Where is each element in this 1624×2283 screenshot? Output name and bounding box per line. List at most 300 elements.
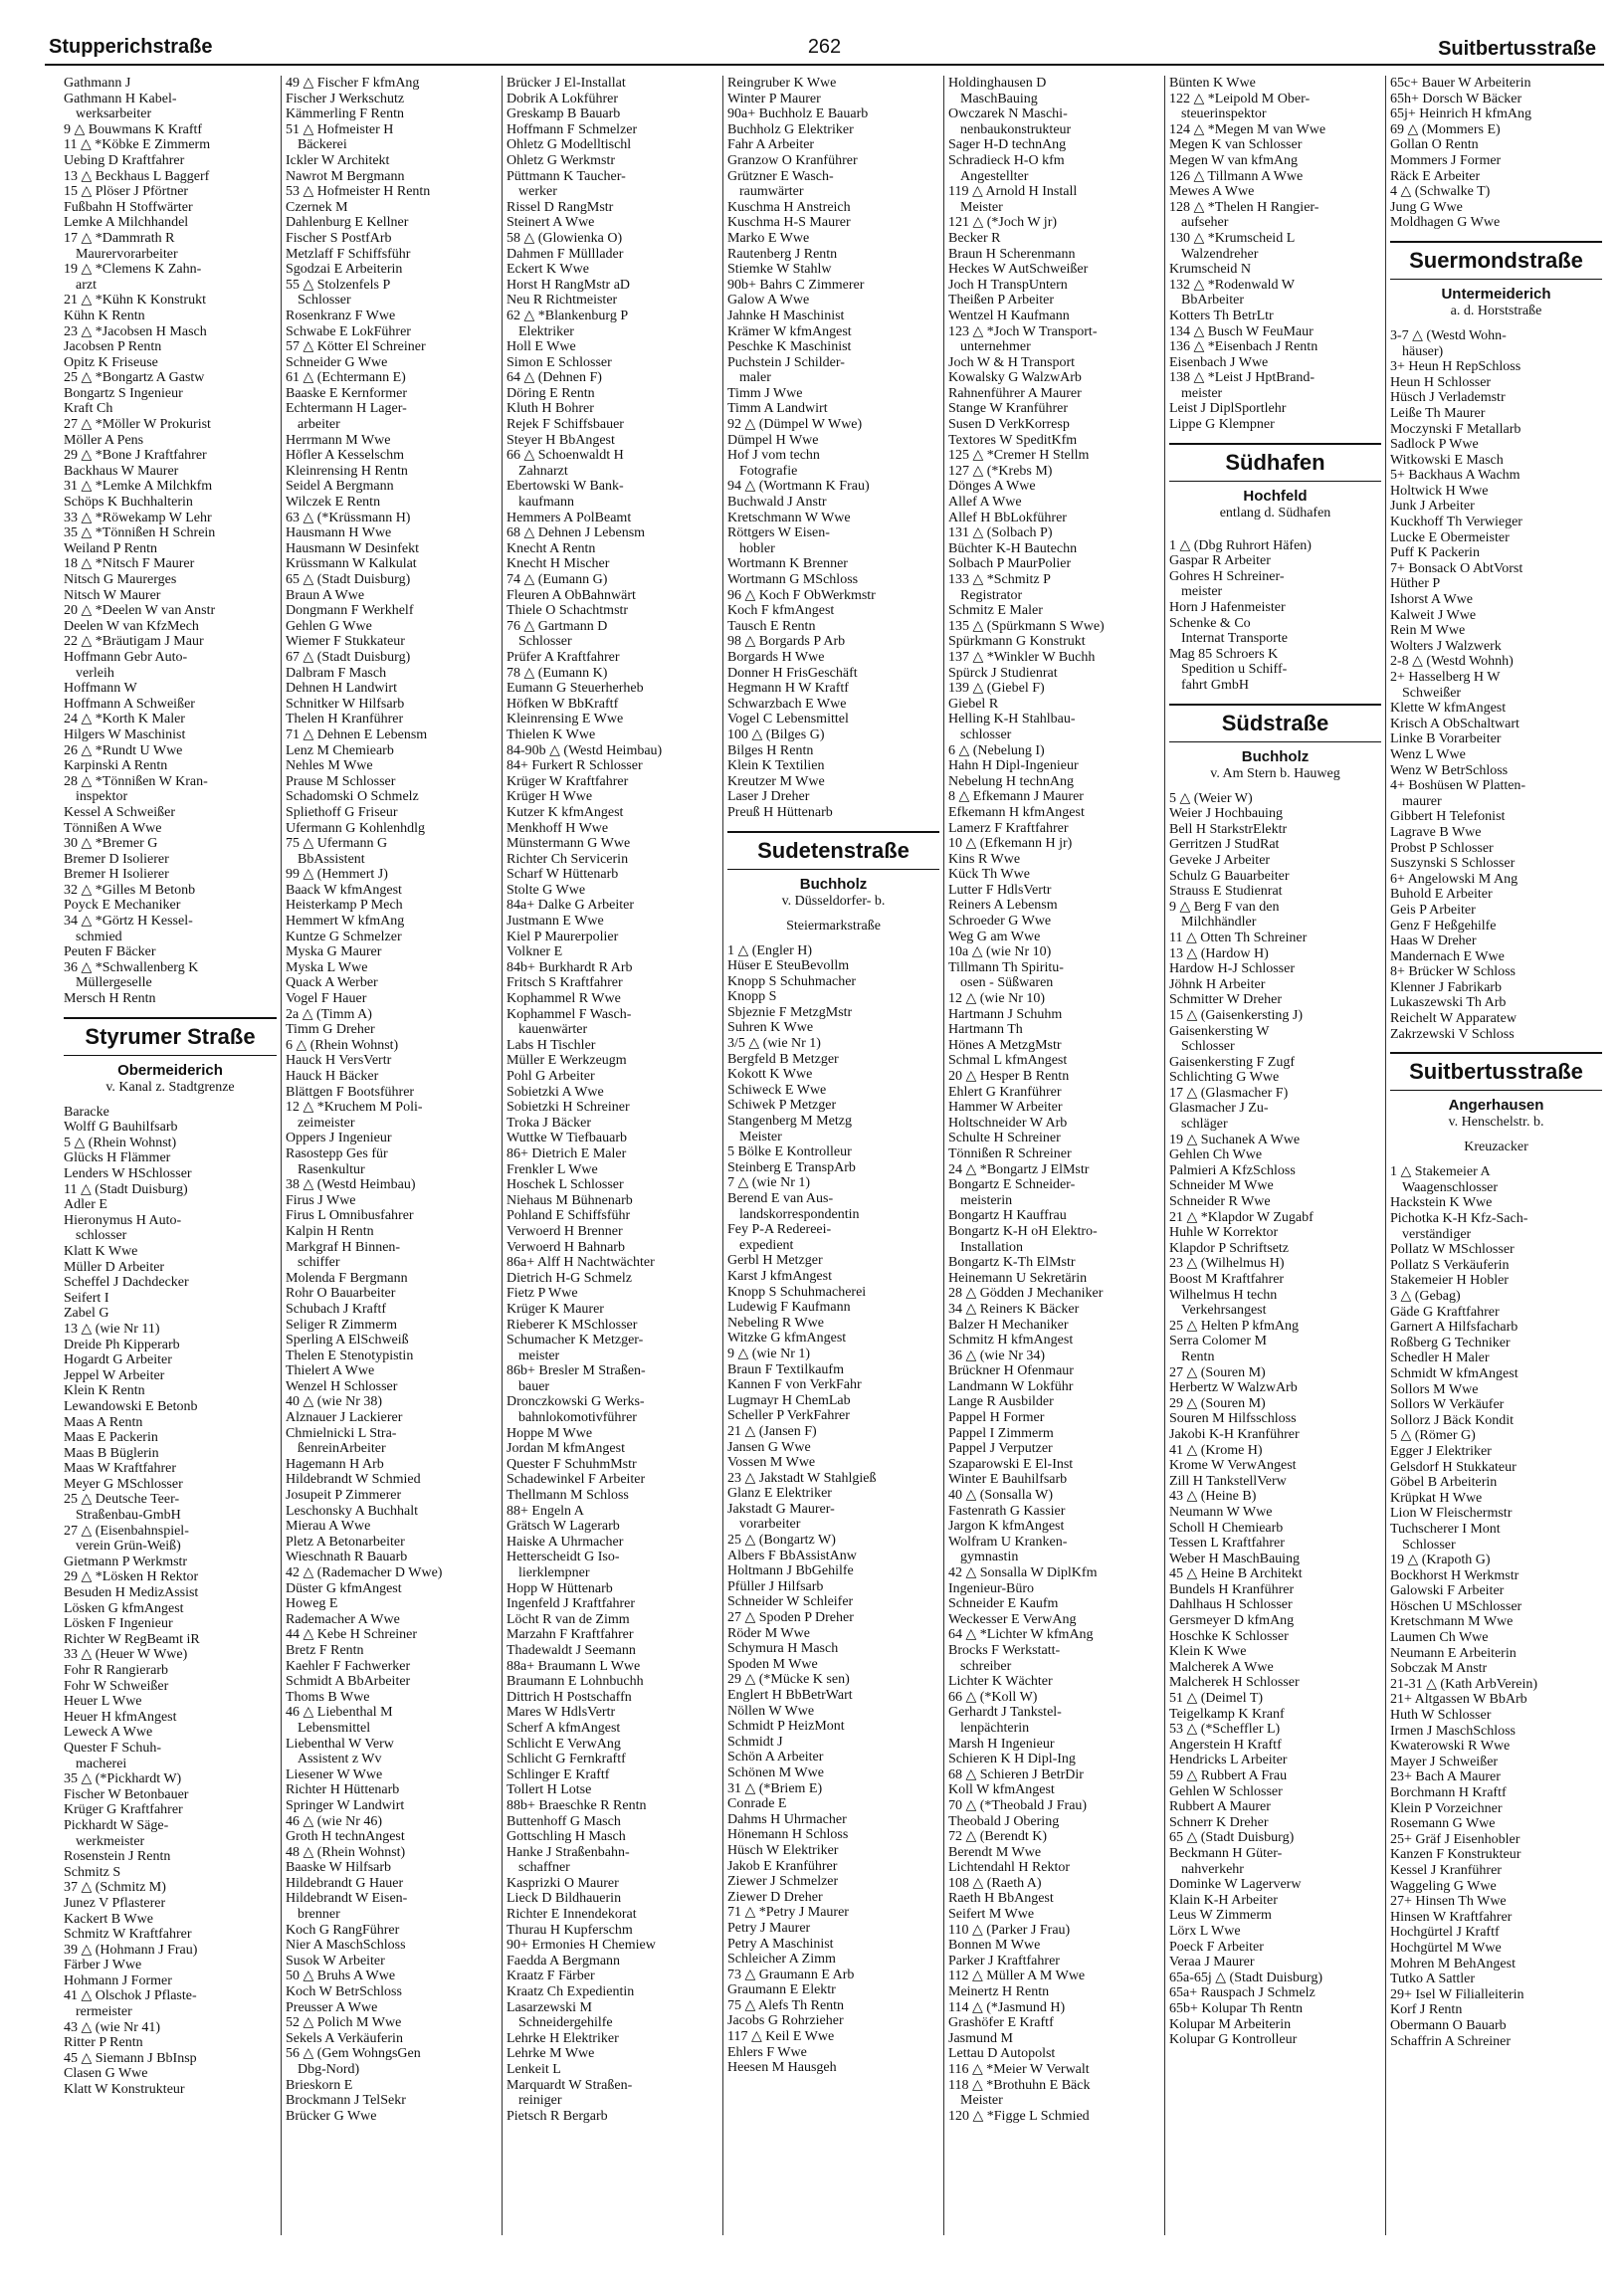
resident-entry: Marzahn F Kraftfahrer xyxy=(507,1627,634,1643)
resident-entry: Holtschneider W Arb xyxy=(948,1115,1068,1131)
resident-entry: Gehlen Ch Wwe xyxy=(1169,1147,1263,1163)
resident-entry: Dongmann F Werkhelf xyxy=(286,603,414,619)
entry-continuation: werkmeister xyxy=(76,1833,145,1849)
resident-entry: Fußbahn H Stoffwärter xyxy=(64,199,193,215)
entry-continuation: nahverkehr xyxy=(1181,1861,1244,1877)
resident-entry: 65j+ Heinrich H kfmAng xyxy=(1390,106,1532,122)
resident-entry: Bongartz K-H oH Elektro- xyxy=(948,1223,1098,1239)
resident-entry: Schaffrin A Schreiner xyxy=(1390,2033,1512,2049)
entry-continuation: Internat Transporte xyxy=(1181,631,1288,647)
resident-entry: 17 △ *Dammrath R xyxy=(64,230,175,246)
resident-entry: Palmieri A KfzSchloss xyxy=(1169,1162,1296,1178)
resident-entry: 112 △ Müller A M Wwe xyxy=(948,1969,1086,1984)
resident-entry: Gathmann J xyxy=(64,76,131,91)
resident-entry: 118 △ *Brothuhn E Bäck xyxy=(948,2077,1091,2093)
resident-entry: Sadlock P Wwe xyxy=(1390,437,1479,453)
resident-entry: Knecht A Rentn xyxy=(507,540,596,556)
directory-column xyxy=(281,76,502,2235)
resident-entry: 45 △ Siemann J BbInsp xyxy=(64,2050,197,2066)
resident-entry: Conrade E xyxy=(727,1796,787,1812)
street-heading: Styrumer Straße xyxy=(64,1017,277,1056)
resident-entry: Waggeling G Wwe xyxy=(1390,1878,1497,1894)
resident-entry: Irmen J MaschSchloss xyxy=(1390,1723,1516,1739)
resident-entry: Dronczkowski G Werks- xyxy=(507,1394,645,1410)
resident-entry: Karpinski A Rentn xyxy=(64,758,168,774)
resident-entry: Löcht R van de Zimm xyxy=(507,1611,630,1627)
resident-entry: Brücker J El-Installat xyxy=(507,76,626,91)
resident-entry: Susen D VerkKorresp xyxy=(948,417,1070,433)
resident-entry: Dehnen H Landwirt xyxy=(286,681,397,697)
resident-entry: Pohl G Arbeiter xyxy=(507,1069,595,1084)
entry-continuation: lenpächterin xyxy=(960,1720,1030,1736)
resident-entry: Nitsch G Maurerges xyxy=(64,572,177,587)
resident-entry: 84+ Furkert R Schlosser xyxy=(507,758,643,774)
resident-entry: Rieberer K MSchlosser xyxy=(507,1317,638,1333)
resident-entry: 25 △ *Bongartz A Gastw xyxy=(64,370,205,386)
resident-entry: Dreide Ph Kipperarb xyxy=(64,1337,180,1352)
resident-entry: Sager H-D technAng xyxy=(948,137,1067,153)
entry-continuation: Schweißer xyxy=(1402,685,1462,701)
resident-entry: Schmidt P HeizMont xyxy=(727,1719,845,1735)
resident-entry: Kretschmann M Wwe xyxy=(1390,1614,1514,1630)
entry-continuation: meisterin xyxy=(960,1192,1013,1208)
entry-continuation: MaschBauing xyxy=(960,91,1038,106)
resident-entry: Klapdor P Schriftsetz xyxy=(1169,1240,1290,1256)
resident-entry: Gerritzen J StudRat xyxy=(1169,837,1280,853)
resident-entry: 31 △ (*Briem E) xyxy=(727,1780,823,1796)
resident-entry: Berend E van Aus- xyxy=(727,1191,834,1206)
resident-entry: 5 △ (Rhein Wohnst) xyxy=(64,1135,177,1150)
resident-entry: 71 △ Dehnen E Lebensm xyxy=(286,726,428,742)
resident-entry: Volkner E xyxy=(507,944,563,960)
resident-entry: 13 △ (Hardow H) xyxy=(1169,945,1269,961)
resident-entry: 7 △ (wie Nr 1) xyxy=(727,1175,811,1191)
entry-continuation: unternehmer xyxy=(960,339,1031,355)
resident-entry: 90b+ Bahrs C Zimmerer xyxy=(727,277,865,293)
resident-entry: Richter Ch Servicerin xyxy=(507,851,629,867)
resident-entry: Fohr W Schweißer xyxy=(64,1678,169,1694)
resident-entry: 9 △ Bouwmans K Kraftf xyxy=(64,121,203,137)
resident-entry: 125 △ *Cremer H Stellm xyxy=(948,448,1090,464)
directory-column xyxy=(1385,76,1606,2235)
resident-entry: Pappel J Verputzer xyxy=(948,1441,1053,1457)
street-bounds: v. Düsseldorfer- b. xyxy=(781,893,886,909)
resident-entry: 29 △ (*Mücke K sen) xyxy=(727,1672,850,1688)
resident-entry: 133 △ *Schmitz P xyxy=(948,572,1051,587)
resident-entry: Mommers J Former xyxy=(1390,152,1502,168)
resident-entry: Heun H Schlosser xyxy=(1390,374,1492,390)
resident-entry: 15 △ (Gaisenkersting J) xyxy=(1169,1007,1304,1023)
resident-entry: Herbertz W WalzwArb xyxy=(1169,1380,1298,1396)
resident-entry: Pickhardt W Säge- xyxy=(64,1817,169,1833)
resident-entry: 68 △ Schieren J BetrDir xyxy=(948,1766,1084,1782)
resident-entry: Krüssmann W Kalkulat xyxy=(286,556,417,572)
entry-continuation: schmied xyxy=(76,929,122,944)
resident-entry: Nebeling R Wwe xyxy=(727,1315,824,1331)
resident-entry: Allef A Wwe xyxy=(948,495,1022,511)
resident-entry: Fahr A Arbeiter xyxy=(727,137,815,153)
resident-entry: Tollert H Lotse xyxy=(507,1782,592,1798)
resident-entry: Hegmann H W Kraftf xyxy=(727,681,849,697)
resident-entry: Knopp S Schuhmacherei xyxy=(727,1284,867,1300)
resident-entry: 53 △ (*Scheffler L) xyxy=(1169,1722,1281,1738)
resident-entry: 64 △ (Dehnen F) xyxy=(507,370,602,386)
resident-entry: Fischer S PostfArb xyxy=(286,230,392,246)
resident-entry: Fritsch S Kraftfahrer xyxy=(507,975,623,991)
resident-entry: Reiners A Lebensm xyxy=(948,898,1058,914)
resident-entry: Kleinrensing E Wwe xyxy=(507,712,624,727)
resident-entry: Klein K Wwe xyxy=(1169,1644,1247,1660)
resident-entry: 96 △ Koch F ObWerkmstr xyxy=(727,587,876,603)
resident-entry: Ritter P Rentn xyxy=(64,2035,143,2051)
resident-entry: 127 △ (*Krebs M) xyxy=(948,463,1053,479)
resident-entry: Kwaterowski R Wwe xyxy=(1390,1739,1511,1755)
entry-continuation: Dbg-Nord) xyxy=(298,2062,360,2077)
resident-entry: Thadewaldt J Seemann xyxy=(507,1642,636,1658)
resident-entry: 48 △ (Rhein Wohnst) xyxy=(286,1844,406,1860)
resident-entry: Gerhardt J Tankstel- xyxy=(948,1705,1062,1721)
resident-entry: Lieck D Bildhauerin xyxy=(507,1891,622,1907)
resident-entry: Kackert B Wwe xyxy=(64,1911,153,1927)
entry-continuation: raumwärter xyxy=(739,184,804,200)
resident-entry: Brieskorn E xyxy=(286,2077,353,2093)
resident-entry: Pappel H Former xyxy=(948,1410,1045,1426)
resident-entry: Gibbert H Telefonist xyxy=(1390,809,1506,825)
resident-entry: Schmitz W Kraftfahrer xyxy=(64,1927,192,1943)
resident-entry: 94 △ (Wortmann K Frau) xyxy=(727,479,870,495)
entry-continuation: Schneidergehilfe xyxy=(518,2015,613,2031)
resident-entry: Fey P-A Redereei- xyxy=(727,1222,832,1238)
resident-entry: 34 △ *Görtz H Kessel- xyxy=(64,914,193,930)
resident-entry: Kowalsky G WalzwArb xyxy=(948,370,1082,386)
resident-entry: Höfken W BbKraftf xyxy=(507,696,619,712)
resident-entry: Spliethoff G Friseur xyxy=(286,804,398,820)
resident-entry: Glücks H Flämmer xyxy=(64,1150,171,1166)
resident-entry: Schmitter W Dreher xyxy=(1169,992,1283,1008)
resident-entry: 27+ Hinsen Th Wwe xyxy=(1390,1894,1507,1910)
resident-entry: Huth W Schlosser xyxy=(1390,1708,1492,1724)
resident-entry: Jeppel W Arbeiter xyxy=(64,1367,165,1383)
resident-entry: Hochgürtel J Kraftf xyxy=(1390,1925,1500,1941)
resident-entry: 65a+ Rauspach J Schmelz xyxy=(1169,1985,1316,2001)
resident-entry: Baack W kfmAngest xyxy=(286,882,402,898)
resident-entry: Vogel C Lebensmittel xyxy=(727,712,849,727)
directory-columns xyxy=(60,76,1610,2235)
resident-entry: Mewes A Wwe xyxy=(1169,184,1255,200)
resident-entry: 46 △ Liebenthal M xyxy=(286,1705,393,1721)
resident-entry: Troka J Bäcker xyxy=(507,1115,592,1131)
resident-entry: Koch W BetrSchloss xyxy=(286,1984,402,2000)
resident-entry: Wolters J Walzwerk xyxy=(1390,638,1502,654)
resident-entry: Landmann W Lokführ xyxy=(948,1378,1074,1394)
resident-entry: 63 △ (*Krüssmann H) xyxy=(286,510,411,525)
resident-entry: Heuer L Wwe xyxy=(64,1694,142,1710)
resident-entry: Schlicht G Fernkraftf xyxy=(507,1752,626,1767)
resident-entry: Jakobi K-H Kranführer xyxy=(1169,1426,1300,1442)
resident-entry: Klatt K Wwe xyxy=(64,1243,138,1259)
resident-entry: Gathmann H Kabel- xyxy=(64,91,177,106)
resident-entry: Pietsch R Bergarb xyxy=(507,2108,608,2124)
resident-entry: 7+ Bonsack O AbtVorst xyxy=(1390,560,1523,576)
resident-entry: Jakob E Kranführer xyxy=(727,1858,838,1874)
resident-entry: Bundels H Kranführer xyxy=(1169,1581,1295,1597)
resident-entry: 90a+ Buchholz E Bauarb xyxy=(727,106,869,122)
resident-entry: 122 △ *Leipold M Ober- xyxy=(1169,91,1311,106)
resident-entry: Ludewig F Kaufmann xyxy=(727,1300,851,1316)
resident-entry: Puff K Packerin xyxy=(1390,545,1480,561)
resident-entry: Gietmann P Werkmstr xyxy=(64,1554,188,1569)
entry-continuation: Müllergeselle xyxy=(76,975,152,991)
resident-entry: Düster G kfmAngest xyxy=(286,1580,402,1596)
resident-entry: 4+ Boshüsen W Platten- xyxy=(1390,778,1526,794)
resident-entry: Sollors M Wwe xyxy=(1390,1381,1479,1397)
resident-entry: 72 △ (Berendt K) xyxy=(948,1829,1048,1845)
resident-entry: Hausmann H Wwe xyxy=(286,525,392,541)
resident-entry: Heckes W AutSchweißer xyxy=(948,262,1089,278)
resident-entry: Marko E Wwe xyxy=(727,230,810,246)
resident-entry: 1 △ (Dbg Ruhrort Häfen) xyxy=(1169,537,1312,553)
resident-entry: Wortmann G MSchloss xyxy=(727,572,859,587)
resident-entry: Gersmeyer D kfmAng xyxy=(1169,1613,1295,1629)
resident-entry: Prause M Schlosser xyxy=(286,773,396,789)
resident-entry: Holtwick H Wwe xyxy=(1390,483,1489,499)
entry-continuation: Meister xyxy=(960,199,1003,215)
resident-entry: 51 △ (Deimel T) xyxy=(1169,1691,1264,1707)
resident-entry: Baaske E Kernformer xyxy=(286,385,408,401)
resident-entry: Probst P Schlosser xyxy=(1390,840,1494,856)
resident-entry: 75 △ Ufermann G xyxy=(286,836,388,852)
resident-entry: 90+ Ermonies H Chemiew xyxy=(507,1938,656,1954)
resident-entry: Rohr O Bauarbeiter xyxy=(286,1286,396,1302)
resident-entry: 28 △ Gödden J Mechaniker xyxy=(948,1286,1104,1302)
resident-entry: 18 △ *Nitsch F Maurer xyxy=(64,556,195,572)
resident-entry: 45 △ Heine B Architekt xyxy=(1169,1566,1303,1582)
resident-entry: Hauck H Bäcker xyxy=(286,1069,379,1084)
resident-entry: 20 △ Hesper B Rentn xyxy=(948,1069,1070,1084)
resident-entry: Büchter K-H Bautechn xyxy=(948,540,1078,556)
resident-entry: Schenke & Co xyxy=(1169,615,1251,631)
resident-entry: Kraatz F Färber xyxy=(507,1969,595,1984)
resident-entry: Baracke xyxy=(64,1104,109,1120)
resident-entry: 100 △ (Bilges G) xyxy=(727,726,825,742)
resident-entry: Karst J kfmAngest xyxy=(727,1268,832,1284)
resident-entry: Richter H Hüttenarb xyxy=(286,1782,400,1798)
resident-entry: Ishorst A Wwe xyxy=(1390,592,1473,608)
resident-entry: Verwoerd H Brenner xyxy=(507,1223,623,1239)
resident-entry: Tutko A Sattler xyxy=(1390,1972,1476,1987)
resident-entry: Raeth H BbAngest xyxy=(948,1891,1054,1907)
resident-entry: Szaparowski E El-Inst xyxy=(948,1456,1074,1472)
resident-entry: 33 △ (Heuer W Wwe) xyxy=(64,1647,188,1663)
resident-entry: Nöllen W Wwe xyxy=(727,1703,815,1719)
resident-entry: Teigelkamp K Kranf xyxy=(1169,1706,1285,1722)
street-heading: Suitbertusstraße xyxy=(1390,1052,1602,1091)
resident-entry: Heesen M Hausgeh xyxy=(727,2060,837,2076)
resident-entry: 23 △ *Jacobsen H Masch xyxy=(64,323,207,339)
resident-entry: Hilgers W Maschinist xyxy=(64,726,186,742)
resident-entry: Wenzel H Schlosser xyxy=(286,1378,398,1394)
resident-entry: Knopp S xyxy=(727,989,777,1005)
resident-entry: Thelen E Stenotypistin xyxy=(286,1348,414,1363)
resident-entry: Schlicht E VerwAng xyxy=(507,1736,621,1752)
directory-column xyxy=(502,76,722,2235)
resident-entry: Mag 85 Schroers K xyxy=(1169,646,1279,662)
resident-entry: Kanzen F Konstrukteur xyxy=(1390,1847,1522,1863)
resident-entry: 58 △ (Glowienka O) xyxy=(507,230,623,246)
resident-entry: Holdinghausen D xyxy=(948,76,1047,91)
resident-entry: 24 △ *Korth K Maler xyxy=(64,712,185,727)
resident-entry: Becker R xyxy=(948,230,1001,246)
resident-entry: Bremer H Isolierer xyxy=(64,867,169,883)
resident-entry: Granzow O Kranführer xyxy=(727,152,858,168)
resident-entry: Scheffel J Dachdecker xyxy=(64,1275,189,1291)
resident-entry: 2a △ (Timm A) xyxy=(286,1006,372,1022)
resident-entry: Dominke W Lagerverw xyxy=(1169,1877,1302,1893)
entry-continuation: landskorrespondentin xyxy=(739,1206,860,1222)
resident-entry: Klenner J Fabrikarb xyxy=(1390,979,1502,995)
resident-entry: Ebertowski W Bank- xyxy=(507,479,624,495)
resident-entry: Glasmacher J Zu- xyxy=(1169,1101,1269,1117)
resident-entry: Puchstein J Schilder- xyxy=(727,354,845,370)
resident-entry: Schymura H Masch xyxy=(727,1641,839,1657)
resident-entry: Suszynski S Schlosser xyxy=(1390,856,1516,872)
resident-entry: Tönnißen A Wwe xyxy=(64,820,162,836)
resident-entry: 3/5 △ (wie Nr 1) xyxy=(727,1036,821,1052)
resident-entry: 32 △ *Gilles M Betonb xyxy=(64,882,196,898)
resident-entry: Graumann E Elektr xyxy=(727,1982,836,1998)
resident-entry: Hüsch J Verlademstr xyxy=(1390,390,1506,406)
resident-entry: Lion W Fleischermstr xyxy=(1390,1506,1513,1522)
resident-entry: Hauck H VersVertr xyxy=(286,1053,392,1069)
resident-entry: Greskamp B Bauarb xyxy=(507,106,621,122)
resident-entry: 21+ Altgassen W BbArb xyxy=(1390,1692,1527,1708)
resident-entry: Münstermann G Wwe xyxy=(507,836,631,852)
resident-entry: Richter E Innendekorat xyxy=(507,1907,637,1923)
resident-entry: Schedler H Maler xyxy=(1390,1350,1490,1366)
resident-entry: Justmann E Wwe xyxy=(507,914,604,930)
resident-entry: Bergfeld B Metzger xyxy=(727,1051,839,1067)
resident-entry: Maas A Rentn xyxy=(64,1414,143,1430)
entry-continuation: zeimeister xyxy=(298,1115,355,1131)
resident-entry: Lenders W HSchlosser xyxy=(64,1166,192,1181)
resident-entry: Bremer D Isolierer xyxy=(64,851,169,867)
resident-entry: 73 △ Graumann E Arb xyxy=(727,1967,855,1982)
resident-entry: 68 △ Dehnen J Lebensm xyxy=(507,525,646,541)
resident-entry: Schneider E Kaufm xyxy=(948,1596,1059,1612)
resident-entry: Springer W Landwirt xyxy=(286,1797,405,1813)
resident-entry: Poyck E Mechaniker xyxy=(64,898,181,914)
resident-entry: 1 △ Stakemeier A xyxy=(1390,1164,1491,1180)
resident-entry: Seifert M Wwe xyxy=(948,1907,1035,1923)
resident-entry: 84-90b △ (Westd Heimbau) xyxy=(507,742,663,758)
resident-entry: 76 △ Gartmann D xyxy=(507,618,608,634)
resident-entry: Rubbert A Maurer xyxy=(1169,1799,1271,1815)
resident-entry: 42 △ (Rademacher D Wwe) xyxy=(286,1565,443,1580)
resident-entry: Thoms B Wwe xyxy=(286,1689,370,1705)
resident-entry: 131 △ (Solbach P) xyxy=(948,525,1053,541)
entry-continuation: ßenreinArbeiter xyxy=(298,1441,386,1457)
resident-entry: Nebelung H technAng xyxy=(948,773,1074,789)
resident-entry: 13 △ (wie Nr 11) xyxy=(64,1321,160,1337)
resident-entry: Genz F Heßgehilfe xyxy=(1390,918,1497,934)
resident-entry: Kannen F von VerkFahr xyxy=(727,1377,862,1393)
resident-entry: Fietz P Wwe xyxy=(507,1286,578,1302)
entry-continuation: kaufmann xyxy=(518,495,574,511)
resident-entry: Hopp W Hüttenarb xyxy=(507,1580,613,1596)
resident-entry: Müller D Arbeiter xyxy=(64,1259,165,1275)
resident-entry: Klein K Rentn xyxy=(64,1383,145,1399)
resident-entry: Witkowski E Masch xyxy=(1390,452,1504,468)
page-header xyxy=(45,30,1604,66)
resident-entry: Uebing D Kraftfahrer xyxy=(64,152,185,168)
resident-entry: 26 △ *Rundt U Wwe xyxy=(64,742,183,758)
resident-entry: Pletz A Betonarbeiter xyxy=(286,1534,405,1550)
resident-entry: 27 △ (Eisenbahnspiel- xyxy=(64,1523,189,1539)
resident-entry: Wilczek E Rentn xyxy=(286,495,381,511)
resident-entry: Wieschnath R Bauarb xyxy=(286,1550,408,1565)
resident-entry: Owczarek N Maschi- xyxy=(948,106,1068,122)
resident-entry: Blättgen F Bootsführer xyxy=(286,1084,415,1100)
resident-entry: Stiemke W Stahlw xyxy=(727,262,832,278)
resident-entry: 74 △ (Eumann G) xyxy=(507,572,608,587)
resident-entry: Thellmann M Schloss xyxy=(507,1488,629,1504)
resident-entry: 123 △ *Joch W Transport- xyxy=(948,323,1098,339)
entry-continuation: Fotografie xyxy=(739,463,798,479)
resident-entry: Steyer H BbAngest xyxy=(507,432,615,448)
resident-entry: 136 △ *Eisenbach J Rentn xyxy=(1169,339,1319,355)
resident-entry: 25+ Gräf J Eisenhobler xyxy=(1390,1831,1521,1847)
resident-entry: Leiße Th Maurer xyxy=(1390,405,1486,421)
resident-entry: 53 △ Hofmeister H Rentn xyxy=(286,184,431,200)
entry-continuation: schlosser xyxy=(76,1228,127,1244)
entry-continuation: BbArbeiter xyxy=(1181,293,1244,309)
entry-continuation: Schlosser xyxy=(518,634,572,650)
resident-entry: Schmidt A BbArbeiter xyxy=(286,1674,411,1690)
resident-entry: Brocks F Werkstatt- xyxy=(948,1642,1061,1658)
resident-entry: Hohmann J Former xyxy=(64,1972,172,1988)
resident-entry: Ickler W Architekt xyxy=(286,152,390,168)
resident-entry: Hildebrandt W Eisen- xyxy=(286,1891,408,1907)
resident-entry: 88b+ Braeschke R Rentn xyxy=(507,1797,647,1813)
resident-entry: Firus J Wwe xyxy=(286,1192,356,1208)
resident-entry: Malcherek H Schlosser xyxy=(1169,1675,1300,1691)
resident-entry: 23 △ Jakstadt W Stahlgieß xyxy=(727,1470,877,1486)
resident-entry: Kins R Wwe xyxy=(948,851,1021,867)
resident-entry: Gaisenkersting W xyxy=(1169,1023,1270,1039)
resident-entry: Serra Colomer M xyxy=(1169,1334,1267,1349)
resident-entry: Tillmann Th Spiritu- xyxy=(948,959,1064,975)
resident-entry: 21 △ *Kühn K Konstrukt xyxy=(64,293,206,309)
resident-entry: 69 △ (Mommers E) xyxy=(1390,121,1501,137)
resident-entry: Timm G Dreher xyxy=(286,1022,375,1038)
resident-entry: Schneider W Schleifer xyxy=(727,1594,854,1610)
resident-entry: Kuntze G Schmelzer xyxy=(286,929,402,944)
directory-column xyxy=(722,76,943,2235)
resident-entry: Neumann W Wwe xyxy=(1169,1504,1273,1520)
resident-entry: 57 △ Kötter El Schreiner xyxy=(286,339,426,355)
resident-entry: 86a+ Alff H Nachtwächter xyxy=(507,1255,655,1271)
resident-entry: Korf J Rentn xyxy=(1390,2002,1463,2018)
entry-continuation: Straßenbau-GmbH xyxy=(76,1508,181,1524)
resident-entry: Rautenberg J Rentn xyxy=(727,246,838,262)
resident-entry: Thielen K Wwe xyxy=(507,726,596,742)
resident-entry: 56 △ (Gem WohngsGen xyxy=(286,2046,421,2062)
resident-entry: Hoffmann W xyxy=(64,681,137,697)
resident-entry: 120 △ *Figge L Schmied xyxy=(948,2108,1090,2124)
resident-entry: Koch F kfmAngest xyxy=(727,603,835,619)
resident-entry: Klein P Vorzeichner xyxy=(1390,1800,1503,1816)
resident-entry: Sbjeznie F MetzgMstr xyxy=(727,1004,853,1020)
